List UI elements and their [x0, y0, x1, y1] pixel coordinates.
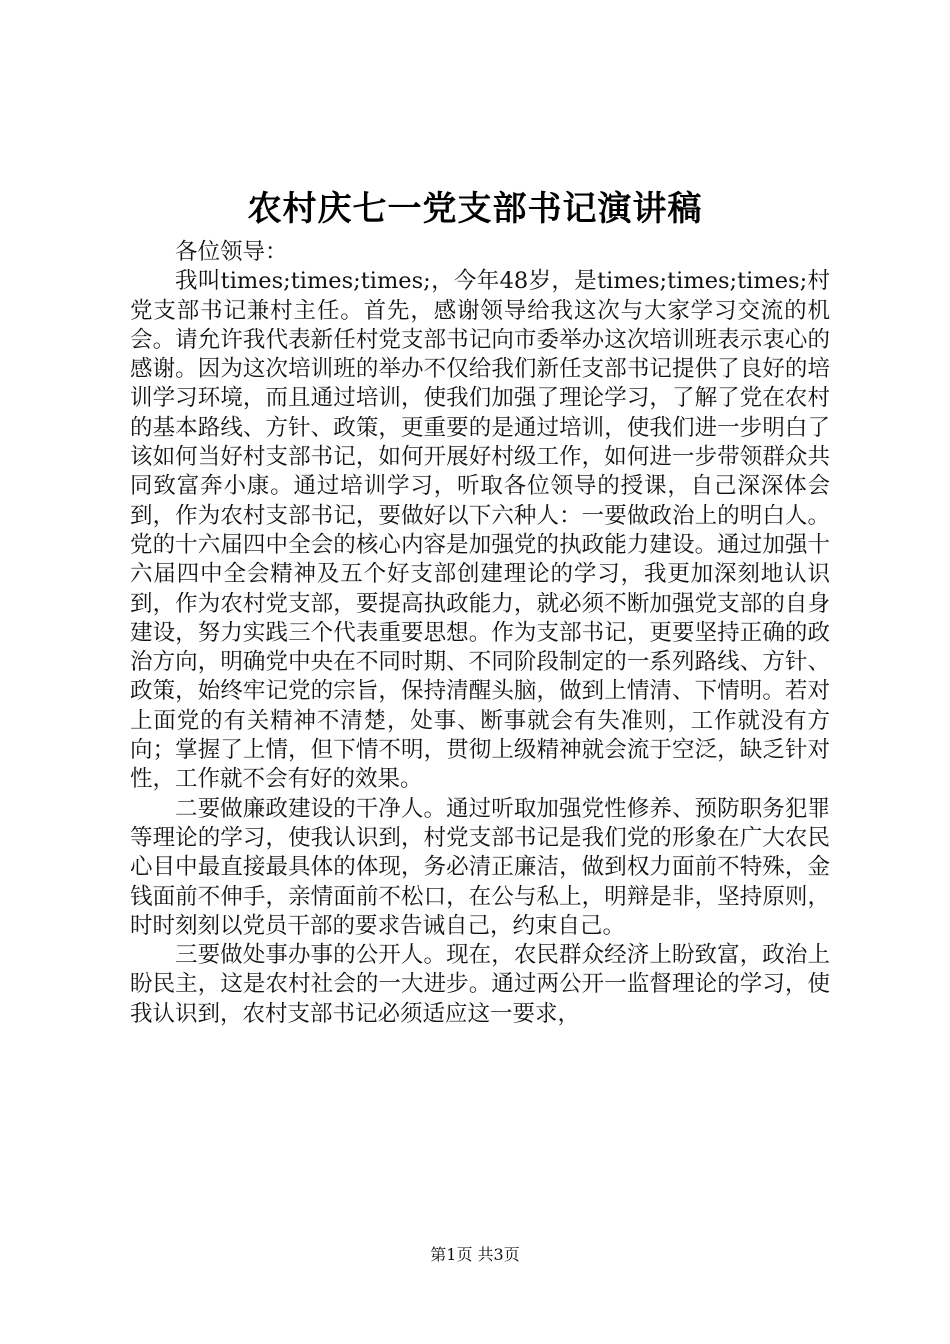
- page-number-footer: 第1页 共3页: [430, 1245, 520, 1264]
- document-title: 农村庆七一党支部书记演讲稿: [247, 189, 703, 229]
- paragraph-3: 三要做处事办事的公开人。现在，农民群众经济上盼致富，政治上盼民主，这是农村社会的一大进步。通过两公开一监督理论的学习，使我认识到，农村支部书记必须适应这一要求，: [130, 942, 830, 1027]
- document-body: [130, 238, 830, 1029]
- paragraph-2: 二要做廉政建设的干净人。通过听取加强党性修养、预防职务犯罪等理论的学习，使我认识到，村党支部书记是我们党的形象在广大农民心目中最直接最具体的体现，务必清正廉洁，做到权力面前不特殊，金钱面前不伸手，亲情面前不松口，在公与私上，明辩是非，坚持原则，时时刻刻以党员干部的要求告诫自己，约束自己。: [130, 795, 830, 939]
- salutation: 各位领导：: [175, 239, 288, 265]
- paragraph-1: 我叫times;times;times;，今年48岁，是times;times;times;村党支部书记兼村主任。首先，感谢领导给我这次与大家学习交流的机会。请允许我代表新任村党支部书记向市委举办这次培训班表示衷心的感谢。因为这次培训班的举办不仅给我们新任支部书记提供了良好的培训学习环境，而且通过培训，使我们加强了理论学习，了解了党在农村的基本路线、方针、政策，更重要的是通过培训，使我们进一步明白了该如何当好村支部书记，如何开展好村级工作，如何进一步带领群众共同致富奔小康。通过培训学习，听取各位领导的授课，自己深深体会到，作为农村支部书记，要做好以下六种人：一要做政治上的明白人。党的十六届四中全会的核心内容是加强党的执政能力建设。通过加强十六届四中全会精神及五个好支部创建理论的学习，我更加深刻地认识到，作为农村党支部，要提高执政能力，就必须不断加强党支部的自身建设，努力实践三个代表重要思想。作为支部书记，更要坚持正确的政治方向，明确党中央在不同时期、不同阶段制定的一系列路线、方针、政策，始终牢记党的宗旨，保持清醒头脑，做到上情清、下情明。若对上面党的有关精神不清楚，处事、断事就会有失准则，工作就没有方向；掌握了上情，但下情不明，贯彻上级精神就会流于空泛，缺乏针对性，工作就不会有好的效果。: [130, 268, 830, 793]
